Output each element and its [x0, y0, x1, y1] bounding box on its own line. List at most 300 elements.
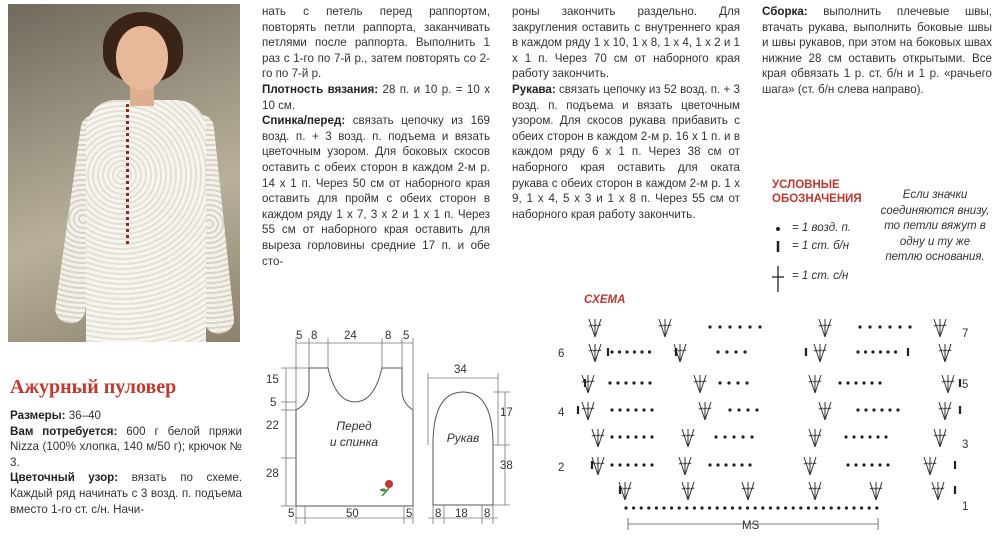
schema-dc-bar: [942, 325, 946, 326]
schema-dc-stitch: [679, 457, 685, 475]
schema-dc-bar: [938, 325, 942, 326]
schema-dc-bar: [934, 325, 938, 326]
schema-dc-bar: [582, 408, 586, 409]
schema-chain: [718, 381, 721, 384]
schema-dc-bar: [682, 435, 686, 436]
col2-intro: нать с петель перед раппортом, повторять петли раппорта, заканчивать петлями после раппорта. Выполнить 1 раз с 1-го по 7-й р., затем повторять со 2-го по 7-й р.: [262, 5, 490, 81]
schema-chain: [624, 506, 627, 509]
crochet-schema: [578, 319, 960, 510]
schema-dc-bar: [817, 488, 821, 489]
schema-chain: [693, 506, 696, 509]
schema-chain: [750, 435, 753, 438]
schema-chain: [875, 506, 878, 509]
schema-dc-bar: [809, 488, 813, 489]
sleeve-pattern-shape: [433, 392, 493, 505]
sleeves-label: Рукава:: [512, 82, 556, 96]
schema-dc-bar: [659, 325, 663, 326]
schema-chain: [731, 506, 734, 509]
fb-left-dim-1: 15: [266, 374, 279, 386]
schema-chain: [708, 506, 711, 509]
schema-dc-bar: [823, 325, 827, 326]
schema-row-7: 7: [962, 328, 969, 340]
schema-dc-stitch: [815, 429, 821, 447]
schema-dc-bar: [938, 435, 942, 436]
schema-chain: [725, 350, 728, 353]
schema-chain: [610, 408, 613, 411]
schema-dc-bar: [683, 463, 687, 464]
schema-chain: [632, 381, 635, 384]
fb-top-dim-4: 8: [385, 330, 392, 342]
schema-dc-bar: [942, 381, 946, 382]
schema-dc-stitch: [870, 482, 876, 500]
schema-dc-bar: [690, 435, 694, 436]
schema-dc-stitch: [595, 344, 601, 362]
assembly-value: выполнить плечевые швы, втачать рукава, выполнить боковые швы и швы рукавов, при этом на боковых швах нижние 28 см оставить открытыми. Все края обвязать 1 р. ст. б/н и 1 р. «рачьего шага» (ст. б/н слева направо).: [762, 5, 992, 96]
schema-chain: [618, 435, 621, 438]
schema-row-4: 4: [558, 407, 565, 419]
schema-chain: [876, 435, 879, 438]
schema-dc-bar: [690, 488, 694, 489]
schema-dc-stitch: [592, 429, 598, 447]
schema-row-1: 1: [962, 501, 969, 513]
schema-chain: [640, 350, 643, 353]
schema-dc-bar: [878, 488, 882, 489]
schema-dc-bar: [707, 408, 711, 409]
schema-dc-stitch: [948, 375, 954, 393]
schema-chain: [856, 408, 859, 411]
schema-dc-stitch: [588, 402, 594, 420]
sleeve-bottom-dim-3: 8: [484, 508, 491, 520]
schema-chain: [878, 463, 881, 466]
schema-dc-stitch: [934, 429, 940, 447]
schema-chain: [648, 350, 651, 353]
schema-chain: [642, 435, 645, 438]
schema-chain: [732, 435, 735, 438]
schema-dc-bar: [586, 381, 590, 382]
schema-dc-stitch: [938, 482, 944, 500]
schema-dc-bar: [589, 325, 593, 326]
schema-chain: [718, 325, 721, 328]
schema-dc-bar: [947, 408, 951, 409]
schema-dc-stitch: [589, 344, 595, 362]
schema-dc-bar: [950, 381, 954, 382]
schema-dc-stitch: [685, 457, 691, 475]
schema-dc-stitch: [924, 457, 930, 475]
schema-chain: [870, 463, 873, 466]
legend-sc-text: = 1 ст. б/н: [792, 240, 850, 252]
fb-left-dim-3: 22: [266, 420, 279, 432]
schema-chain: [642, 463, 645, 466]
schema-chain: [844, 435, 847, 438]
sizes-label: Размеры:: [10, 409, 66, 422]
schema-chain: [650, 435, 653, 438]
schema-chain: [856, 350, 859, 353]
schema-dc-stitch: [688, 482, 694, 500]
front-back-label: [316, 418, 392, 450]
schema-dc-bar: [682, 488, 686, 489]
schema-chain: [838, 381, 841, 384]
schema-dc-stitch: [682, 482, 688, 500]
schema-chain: [738, 325, 741, 328]
schema-chain: [640, 381, 643, 384]
schema-dc-bar: [818, 350, 822, 351]
schema-dc-bar: [813, 381, 817, 382]
schema-row-3: 3: [962, 439, 969, 451]
schema-chain: [616, 381, 619, 384]
schema-chain: [626, 408, 629, 411]
schema-dc-stitch: [815, 375, 821, 393]
schema-chain: [868, 325, 871, 328]
sleeve-right-dim-1: 17: [500, 407, 513, 419]
schema-dc-stitch: [625, 482, 631, 500]
schema-chain: [854, 463, 857, 466]
schema-chain: [626, 435, 629, 438]
schema-dc-bar: [750, 488, 754, 489]
schema-chain: [738, 506, 741, 509]
schema-chain: [634, 463, 637, 466]
schema-chain: [610, 435, 613, 438]
schema-dc-stitch: [815, 482, 821, 500]
schema-chain: [716, 350, 719, 353]
schema-dc-bar: [600, 463, 604, 464]
sleeve-bottom-dim-1: 8: [435, 508, 442, 520]
schema-chain: [640, 506, 643, 509]
schema-dc-stitch: [699, 402, 705, 420]
legend-title-line-2: ОБОЗНАЧЕНИЯ: [772, 193, 862, 205]
schema-chain: [858, 325, 861, 328]
schema-chain: [860, 506, 863, 509]
schema-chain: [650, 408, 653, 411]
schema-dc-bar: [947, 350, 951, 351]
schema-dc-stitch: [809, 429, 815, 447]
schema-dc-stitch: [930, 457, 936, 475]
back-front-label: Спинка/перед:: [262, 114, 346, 128]
schema-chain: [908, 325, 911, 328]
fb-bottom-dim-2: 50: [346, 508, 359, 520]
schema-chain: [769, 506, 772, 509]
schema-dc-bar: [813, 488, 817, 489]
schema-chain: [724, 463, 727, 466]
legend-dc-text: = 1 ст. с/н: [792, 270, 849, 282]
schema-chain: [610, 350, 613, 353]
schema-chain: [872, 408, 875, 411]
schema-chain: [624, 381, 627, 384]
schema-dc-bar: [686, 488, 690, 489]
schema-dc-stitch: [934, 319, 940, 337]
schema-dc-stitch: [825, 402, 831, 420]
schema-dc-stitch: [932, 482, 938, 500]
schema-dc-bar: [627, 488, 631, 489]
schema-dc-bar: [939, 408, 943, 409]
schema-dc-bar: [809, 435, 813, 436]
legend-chain-icon: [776, 227, 780, 231]
schema-dc-stitch: [588, 375, 594, 393]
schema-chain: [648, 381, 651, 384]
schema-chain: [737, 408, 740, 411]
schema-dc-stitch: [582, 402, 588, 420]
schema-dc-bar: [703, 408, 707, 409]
schema-dc-stitch: [705, 402, 711, 420]
schema-chain: [727, 381, 730, 384]
schema-dc-stitch: [595, 319, 601, 337]
legend-dc-icon: [772, 266, 784, 292]
legend-chain-text: = 1 возд. п.: [792, 222, 852, 234]
schema-dc-stitch: [589, 319, 595, 337]
schema-chain: [864, 408, 867, 411]
schema-dc-stitch: [809, 375, 815, 393]
schema-dc-bar: [804, 463, 808, 464]
schema-dc-stitch: [700, 375, 706, 393]
schema-dc-bar: [678, 350, 682, 351]
schema-dc-stitch: [940, 429, 946, 447]
schema-dc-stitch: [804, 457, 810, 475]
fb-bottom-dim-1: 5: [288, 508, 295, 520]
schema-chain: [799, 506, 802, 509]
schema-chain: [870, 381, 873, 384]
schema-chain: [884, 435, 887, 438]
schema-chain: [716, 506, 719, 509]
schema-chain: [743, 350, 746, 353]
schema-chain: [776, 506, 779, 509]
schema-dc-bar: [679, 463, 683, 464]
schema-chain: [748, 325, 751, 328]
density-value: 28 п. и 10 р. = 10 x 10 см.: [262, 82, 490, 112]
schema-chain: [862, 463, 865, 466]
schema-dc-stitch: [742, 482, 748, 500]
schema-chain: [625, 350, 628, 353]
schema-chain: [670, 506, 673, 509]
assembly-label: Сборка:: [762, 5, 808, 18]
schema-row-5: 5: [962, 379, 969, 391]
schema-dc-stitch: [945, 402, 951, 420]
schema-dc-bar: [694, 381, 698, 382]
schema-chain: [879, 350, 882, 353]
schema-dc-bar: [593, 350, 597, 351]
schema-dc-bar: [943, 408, 947, 409]
schema-dc-bar: [946, 381, 950, 382]
schema-dc-bar: [600, 435, 604, 436]
legend-title-line-1: УСЛОВНЫЕ: [772, 179, 840, 191]
sleeve-top-dim: 34: [454, 364, 467, 376]
schema-dc-bar: [924, 463, 928, 464]
schema-dc-bar: [663, 325, 667, 326]
fb-top-dim-2: 8: [311, 330, 318, 342]
schema-dc-bar: [813, 435, 817, 436]
schema-chain: [837, 506, 840, 509]
schema-chain: [708, 325, 711, 328]
schema-chain: [748, 463, 751, 466]
schema-dc-bar: [746, 488, 750, 489]
schema-chain: [880, 408, 883, 411]
schema-dc-bar: [667, 325, 671, 326]
schema-chain: [755, 408, 758, 411]
schema-chain: [894, 350, 897, 353]
materials-value: 600 г белой пряжи Nizza (100% хлопка, 140 м/50 г); крючок № 3.: [10, 424, 242, 469]
schema-dc-stitch: [939, 402, 945, 420]
schema-dc-stitch: [680, 344, 686, 362]
schema-chain: [685, 506, 688, 509]
schema-chain: [807, 506, 810, 509]
schema-dc-bar: [942, 435, 946, 436]
schema-chain: [708, 463, 711, 466]
schema-dc-bar: [742, 488, 746, 489]
schema-chain: [700, 506, 703, 509]
schema-dc-bar: [822, 350, 826, 351]
schema-chain: [878, 325, 881, 328]
schema-dc-stitch: [682, 429, 688, 447]
schema-dc-bar: [593, 325, 597, 326]
schema-dc-bar: [819, 408, 823, 409]
schema-chain: [896, 408, 899, 411]
legend-note: Если значки соединяются внизу, то петли вяжут в одну и ту же петлю основания.: [880, 189, 990, 264]
schema-dc-bar: [687, 463, 691, 464]
schema-dc-bar: [870, 488, 874, 489]
schema-chain: [723, 506, 726, 509]
schema-dc-bar: [597, 325, 601, 326]
schema-chain: [846, 381, 849, 384]
schema-dc-bar: [812, 463, 816, 464]
schema-dc-bar: [809, 381, 813, 382]
schema-dc-bar: [597, 350, 601, 351]
schema-chain: [814, 506, 817, 509]
schema-dc-stitch: [820, 344, 826, 362]
schema-chain: [647, 506, 650, 509]
front-back-label-line-1: Перед: [336, 419, 372, 433]
schema-chain: [864, 350, 867, 353]
pattern-label: Цветочный узор:: [10, 471, 119, 485]
schema-dc-bar: [702, 381, 706, 382]
schema-dc-bar: [819, 325, 823, 326]
schema-dc-stitch: [940, 319, 946, 337]
schema-chain: [862, 381, 865, 384]
sleeve-bottom-dim-2: 18: [455, 508, 468, 520]
schema-dc-bar: [932, 463, 936, 464]
schema-dc-bar: [936, 488, 940, 489]
schema-chain: [632, 506, 635, 509]
schema-chain: [846, 463, 849, 466]
schema-chain: [830, 506, 833, 509]
fb-left-dim-4: 28: [266, 468, 279, 480]
schema-chain: [662, 506, 665, 509]
schema-chain: [634, 408, 637, 411]
col3-intro: роны закончить раздельно. Для закругления оставить с внутреннего края в каждом ряду 1 x 10, 1 x 8, 1 x 4, 1 x 2 и 1 x 1 п. Через 70 см от наборного края работу закончить.: [512, 5, 740, 81]
materials-label: Вам потребуется:: [10, 424, 118, 438]
schema-row-6: 6: [558, 348, 565, 360]
sleeves-value: связать цепочку из 52 возд. п. + 3 возд. п. подъема и вязать цветочным узором. Для скосов рукава прибавить с обеих сторон в каждом 2-м р. 16 x 1 п. и в каждом ряду 6 x 1 п. Через 38 см от наборного края оставить для оката рукава с обеих сторон в каждом 2-м р. 1 x 9, 1 x 4, 5 x 3 и 1 x 8 п. Через 55 см от наборного края работу закончить.: [512, 82, 740, 221]
rose-icon: [380, 480, 393, 496]
fb-top-dim-3: 24: [344, 330, 357, 342]
schema-chain: [886, 463, 889, 466]
schema-dc-stitch: [688, 429, 694, 447]
sleeve-right-dim-2: 38: [500, 460, 513, 472]
schema-chain: [642, 408, 645, 411]
schema-dc-stitch: [819, 402, 825, 420]
schema-dc-bar: [592, 435, 596, 436]
schema-chain: [868, 435, 871, 438]
schema-dc-bar: [940, 488, 944, 489]
schema-dc-stitch: [809, 482, 815, 500]
schema-dc-bar: [932, 488, 936, 489]
schema-dc-bar: [934, 435, 938, 436]
schema-dc-bar: [928, 463, 932, 464]
pattern-value: вязать по схеме. Каждый ряд начинать с 3 возд. п. подъема вместо 1-го ст. с/н. Начи-: [10, 471, 243, 516]
sleeve-dimension-lines: [428, 373, 510, 524]
schema-chain: [618, 463, 621, 466]
schema-dc-stitch: [819, 319, 825, 337]
schema-chain: [746, 408, 749, 411]
schema-chain: [723, 435, 726, 438]
schema-chain: [888, 408, 891, 411]
schema-chain: [634, 435, 637, 438]
schema-chain: [728, 408, 731, 411]
schema-dc-stitch: [694, 375, 700, 393]
schema-dc-bar: [623, 488, 627, 489]
schema-dc-bar: [699, 408, 703, 409]
schema-chain: [868, 506, 871, 509]
schema-chain: [878, 381, 881, 384]
schema-chain: [754, 506, 757, 509]
schema-title: СХЕМА: [584, 294, 626, 306]
schema-chain: [716, 463, 719, 466]
schema-chain: [898, 325, 901, 328]
schema-dc-bar: [686, 435, 690, 436]
schema-chain: [860, 435, 863, 438]
schema-dc-bar: [590, 381, 594, 382]
fb-top-dim-1: 5: [296, 330, 303, 342]
schema-chain: [734, 350, 737, 353]
schema-row-2: 2: [558, 462, 565, 474]
schema-chain: [845, 506, 848, 509]
schema-dc-stitch: [825, 319, 831, 337]
schema-dc-bar: [817, 435, 821, 436]
schema-chain: [608, 381, 611, 384]
schema-dc-stitch: [945, 344, 951, 362]
schema-chain: [745, 381, 748, 384]
schema-chain: [784, 506, 787, 509]
schema-chain: [888, 325, 891, 328]
schema-dc-stitch: [942, 375, 948, 393]
schema-chain: [736, 381, 739, 384]
schema-chain: [886, 350, 889, 353]
schema-dc-stitch: [659, 319, 665, 337]
schema-chain: [822, 506, 825, 509]
schema-dc-bar: [827, 408, 831, 409]
fb-left-dim-2: 5: [270, 397, 277, 409]
schema-dc-bar: [814, 350, 818, 351]
schema-chain: [650, 463, 653, 466]
schema-chain: [618, 350, 621, 353]
schema-chain: [678, 506, 681, 509]
schema-chain: [655, 506, 658, 509]
back-front-value: связать цепочку из 169 возд. п. + 3 возд. п. подъема и вязать цветочным узором. Для боковых скосов оставить с обеих сторон в каждом 2-м р. 14 x 1 п. Через 50 см от наборного края оставить для пройм с обеих сторон в каждом ряду 1 x 7, 3 x 2 и 1 x 1 п. Через 55 см от наборного края оставить для выреза горловины средние 17 п. и обе сто-: [262, 114, 490, 268]
schema-chain: [728, 325, 731, 328]
schema-dc-bar: [827, 325, 831, 326]
schema-dc-bar: [589, 350, 593, 351]
schema-chain: [714, 435, 717, 438]
schema-dc-bar: [874, 488, 878, 489]
schema-chain: [610, 463, 613, 466]
schema-dc-stitch: [748, 482, 754, 500]
schema-dc-stitch: [598, 429, 604, 447]
sizes-value: 36–40: [65, 409, 101, 422]
schema-repeat-label: MS: [742, 520, 760, 532]
schema-dc-bar: [943, 350, 947, 351]
schema-dc-stitch: [814, 344, 820, 362]
schema-chain: [761, 506, 764, 509]
schema-dc-bar: [596, 463, 600, 464]
schema-chain: [852, 435, 855, 438]
front-back-label-line-2: и спинка: [329, 435, 379, 449]
